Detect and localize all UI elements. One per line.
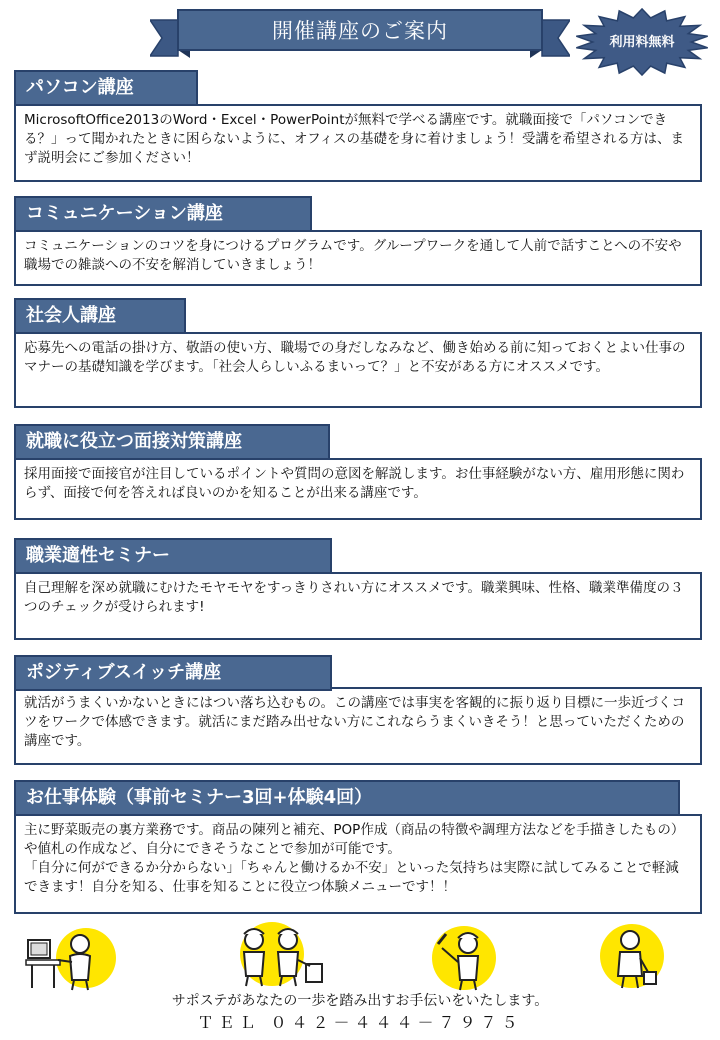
computer-worker-icon <box>22 924 118 996</box>
free-badge <box>572 6 712 78</box>
course-description: 採用面接で面接官が注目しているポイントや質問の意図を解説します。お仕事経験がない方、雇用形態に関わらず、面接で何を答えれば良いのかを知ることが出来る講座です。 <box>14 458 702 520</box>
two-workers-icon <box>218 920 338 994</box>
course-title: 就職に役立つ面接対策講座 <box>14 424 330 460</box>
tool-worker-icon <box>428 924 504 996</box>
shopper-icon <box>598 922 668 996</box>
course-title: お仕事体験（事前セミナー3回+体験4回） <box>14 780 680 816</box>
footer-message: サポステがあなたの一歩を踏み出すお手伝いをいたします。 <box>171 993 549 1009</box>
course-title: ポジティブスイッチ講座 <box>14 655 332 691</box>
footer-tel: ＴＥＬ ０４２－４４４－７９７５ <box>197 1013 523 1032</box>
course-description: コミュニケーションのコツを身につけるプログラムです。グループワークを通して人前で話すことへの不安や職場での雑談への不安を解消していきましょう！ <box>14 230 702 286</box>
page-title: 開催講座のご案内 <box>272 19 448 43</box>
course-title: パソコン講座 <box>14 70 198 106</box>
course-title: 社会人講座 <box>14 298 186 334</box>
course-description: 主に野菜販売の裏方業務です。商品の陳列と補充、POP作成（商品の特徴や調理方法などを手描きしたもの）や値札の作成など、自分にできそうなことで参加が可能です。 「自分に何ができるか分からない」「ちゃんと働けるか不安」といった気持ちは実際に試してみることで軽減できます！自分を知る、仕事を知ることに役立つ体験メニューです！！ <box>14 814 702 914</box>
course-title: 職業適性セミナー <box>14 538 332 574</box>
course-description: 応募先への電話の掛け方、敬語の使い方、職場での身だしなみなど、働き始める前に知っておくとよい仕事のマナーの基礎知識を学びます。「社会人らしいふるまいって？」と不安がある方にオススメです。 <box>14 332 702 408</box>
header-banner <box>150 6 570 60</box>
free-badge-label: 利用料無料 <box>609 35 675 50</box>
course-description: MicrosoftOffice2013のWord・Excel・PowerPointが無料で学べる講座です。就職面接で「パソコンできる？」って聞かれたときに困らないように、オフィスの基礎を身に着けましょう！受講を希望される方は、まず説明会にご参加ください！ <box>14 104 702 182</box>
course-title: コミュニケーション講座 <box>14 196 312 232</box>
course-description: 自己理解を深め就職にむけたモヤモヤをすっきりされい方にオススメです。職業興味、性格、職業準備度の３つのチェックが受けられます! <box>14 572 702 640</box>
course-description: 就活がうまくいかないときにはつい落ち込むもの。この講座では事実を客観的に振り返り目標に一歩近づくコツをワークで体感できます。就活にまだ踏み出せない方にこれならうまくいきそう！と思っていただくための講座です。 <box>14 687 702 765</box>
